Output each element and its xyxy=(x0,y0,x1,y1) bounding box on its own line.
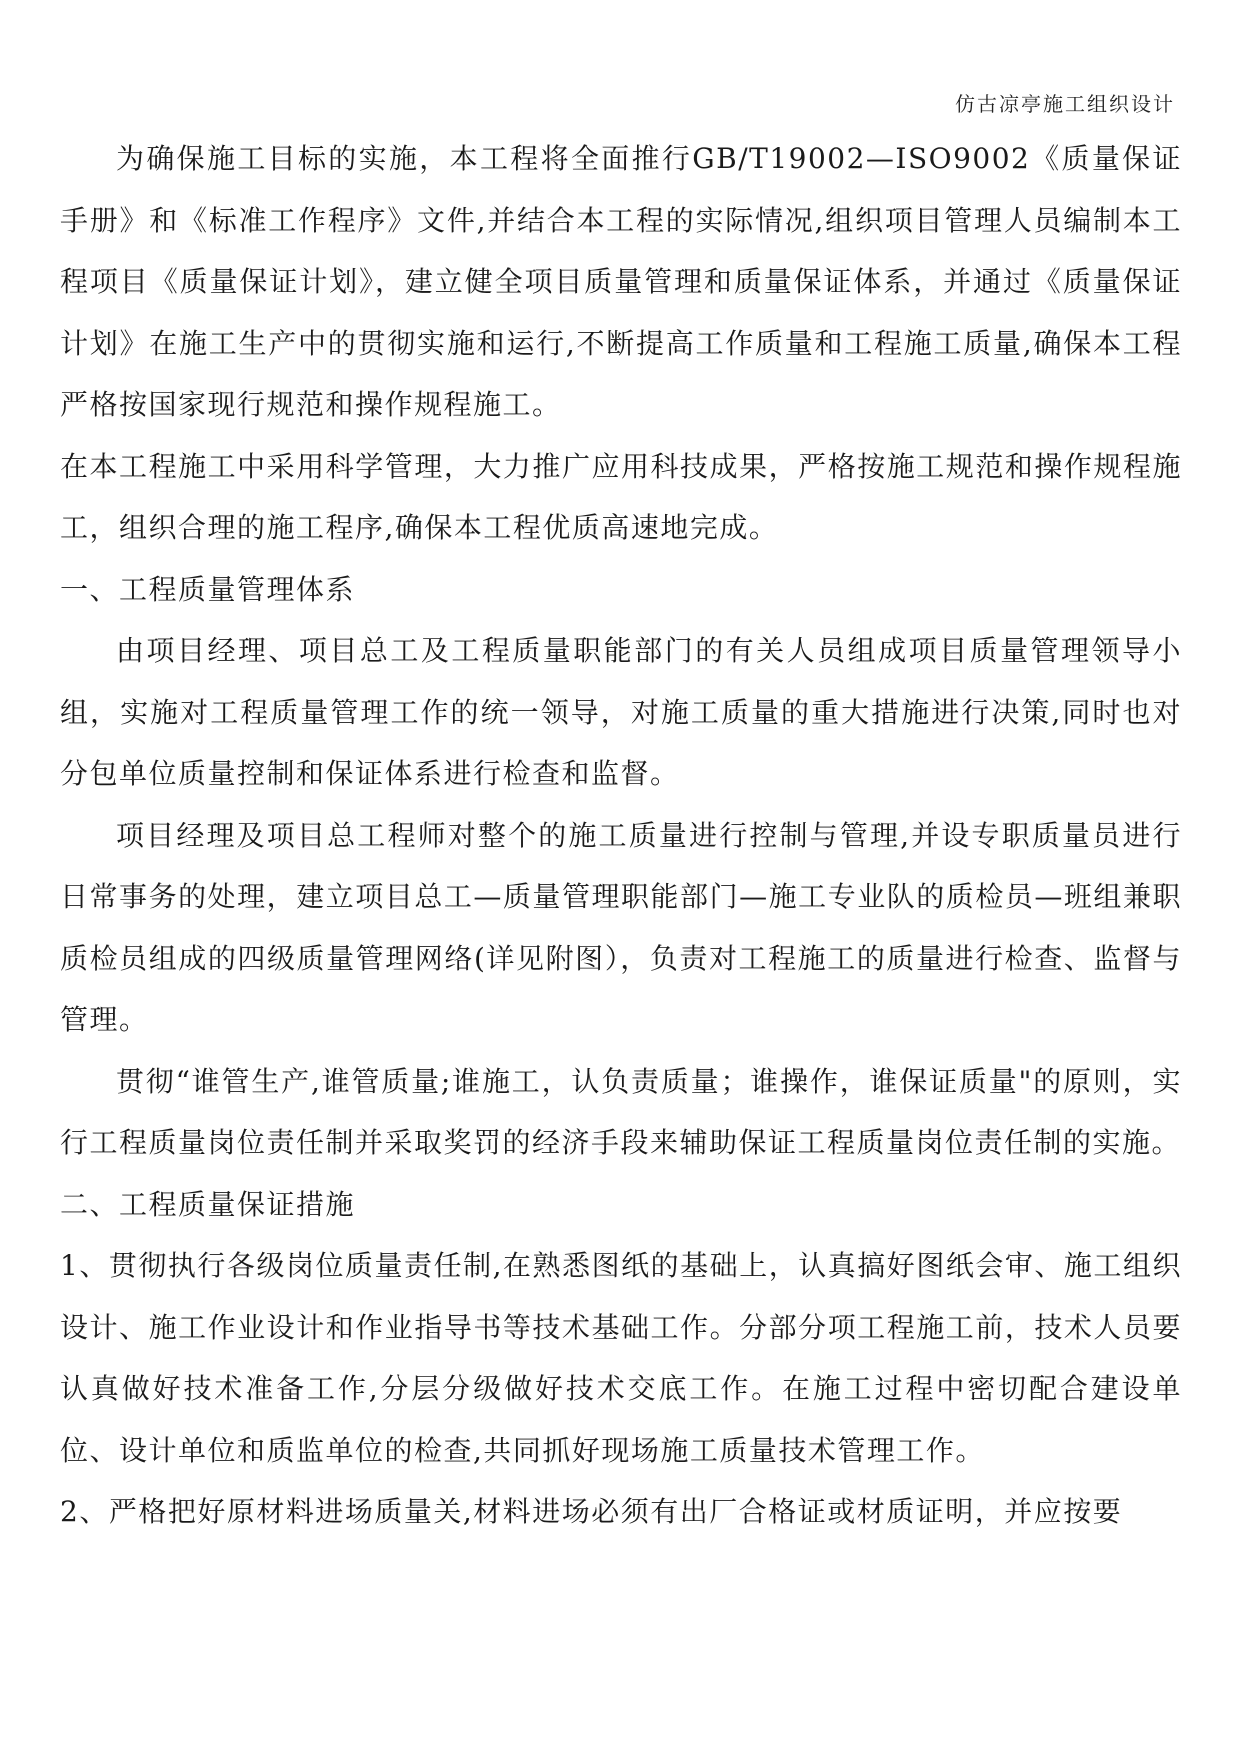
paragraph-responsibility-principle: 贯彻“谁管生产,谁管质量;谁施工，认负责质量；谁操作，谁保证质量"的原则，实行工程质量岗位责任制并采取奖罚的经济手段来辅助保证工程质量岗位责任制的实施。 xyxy=(60,1064,1182,1159)
paragraph-scientific-management: 在本工程施工中采用科学管理，大力推广应用科技成果，严格按施工规范和操作规程施工，组织合理的施工程序,确保本工程优质高速地完成。 xyxy=(60,449,1182,544)
running-header: 仿古凉亭施工组织设计 xyxy=(955,92,1175,116)
section-heading-quality-assurance-measures: 二、工程质量保证措施 xyxy=(60,1187,356,1221)
paragraph-four-level-network: 项目经理及项目总工程师对整个的施工质量进行控制与管理,并设专职质量员进行日常事务的处理，建立项目总工—质量管理职能部门—施工专业队的质检员—班组兼职质检员组成的四级质量管理网络(详见附图），负责对工程施工的质量进行检查、监督与管理。 xyxy=(60,818,1182,1036)
document-body xyxy=(60,128,1182,1543)
list-item-2: 2、严格把好原材料进场质量关,材料进场必须有出厂合格证或材质证明，并应按要 xyxy=(60,1495,1123,1528)
list-item-1: 1、贯彻执行各级岗位质量责任制,在熟悉图纸的基础上，认真搞好图纸会审、施工组织设计、施工作业设计和作业指导书等技术基础工作。分部分项工程施工前，技术人员要认真做好技术准备工作,分层分级做好技术交底工作。在施工过程中密切配合建设单位、设计单位和质监单位的检查,共同抓好现场施工质量技术管理工作。 xyxy=(60,1249,1182,1467)
paragraph-leadership-group: 由项目经理、项目总工及工程质量职能部门的有关人员组成项目质量管理领导小组，实施对工程质量管理工作的统一领导，对施工质量的重大措施进行决策,同时也对分包单位质量控制和保证体系进行检查和监督。 xyxy=(60,634,1182,790)
section-heading-quality-management-system: 一、工程质量管理体系 xyxy=(60,572,356,606)
paragraph-intro: 为确保施工目标的实施，本工程将全面推行GB/T19002—ISO9002《质量保证手册》和《标准工作程序》文件,并结合本工程的实际情况,组织项目管理人员编制本工程项目《质量保证计划》，建立健全项目质量管理和质量保证体系，并通过《质量保证计划》在施工生产中的贯彻实施和运行,不断提高工作质量和工程施工质量,确保本工程严格按国家现行规范和操作规程施工。 xyxy=(60,142,1182,421)
